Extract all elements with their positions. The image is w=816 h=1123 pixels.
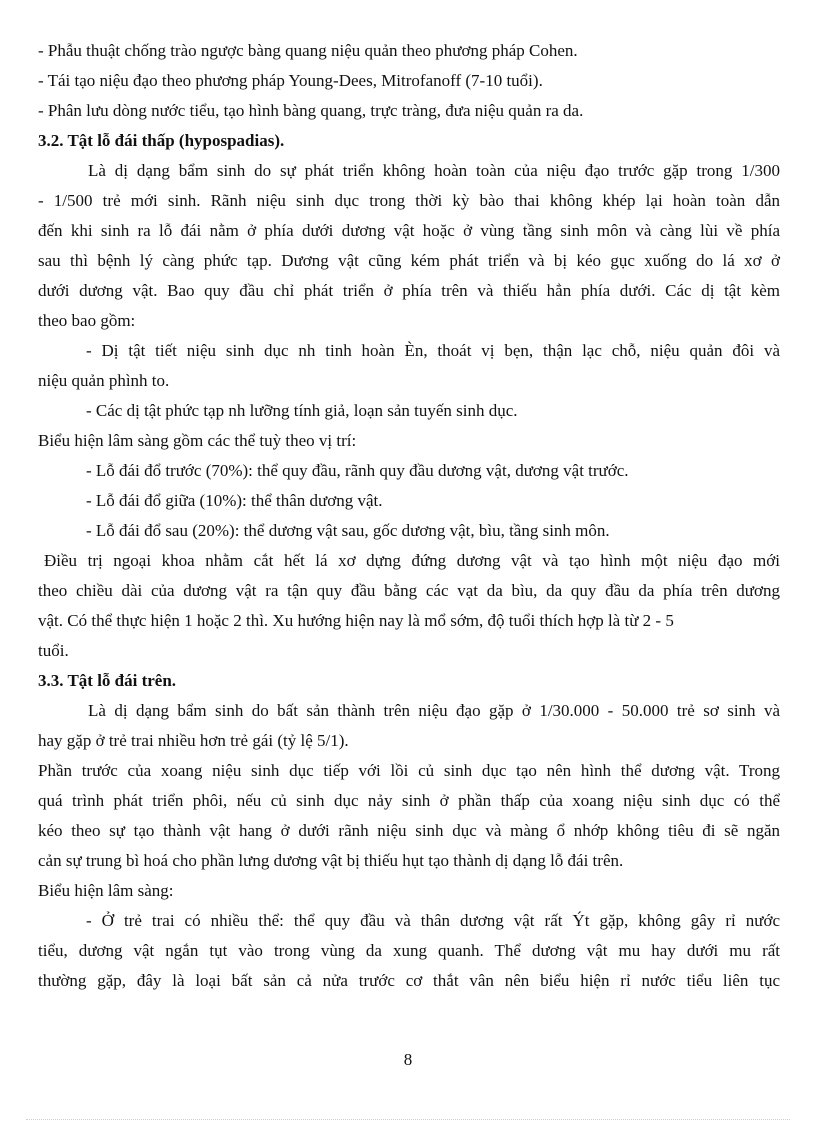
text-line: - Phân lưu dòng nước tiểu, tạo hình bàng quang, trực tràng, đưa niệu quản ra da. — [38, 101, 584, 120]
text-line: Điều trị ngoại khoa nhằm cắt hết lá xơ dựng đứng dương vật và tạo hình một niệu đạo mới — [44, 551, 780, 570]
page-bottom-divider — [26, 1119, 790, 1120]
text-line: - 1/500 trẻ mới sinh. Rãnh niệu sinh dục trong thời kỳ bào thai không khép lại hoàn toàn dẫn — [38, 191, 780, 210]
text-line: Phần trước của xoang niệu sinh dục tiếp với lồi củ sinh dục tạo nên hình thể dương vật. Trong — [38, 761, 780, 780]
text-line: sau thì bệnh lý càng phức tạp. Dương vật cũng kém phát triển và bị kéo gục xuống do lá xơ ở — [38, 251, 780, 270]
text-line: tiểu, dương vật ngắn tụt vào trong vùng da xung quanh. Thể dương vật mu hay dưới mu rất — [38, 941, 780, 960]
text-line: Là dị dạng bẩm sinh do sự phát triển không hoàn toàn của niệu đạo trước gặp trong 1/300 — [88, 161, 780, 180]
text-line: cản sự trung bì hoá cho phần lưng dương vật bị thiếu hụt tạo thành dị dạng lỗ đái trên. — [38, 851, 624, 870]
document-page — [38, 36, 780, 996]
text-line: - Phẫu thuật chống trào ngược bàng quang niệu quản theo phương pháp Cohen. — [38, 41, 578, 60]
text-line: đến khi sinh ra lỗ đái nằm ở phía dưới dương vật hoặc ở vùng tầng sinh môn và càng lùi về phía — [38, 221, 780, 240]
page-number: 8 — [403, 1050, 413, 1069]
text-line: dưới dương vật. Bao quy đầu chỉ phát triển ở phía trên và thiếu hẳn phía dưới. Các dị tật kèm — [38, 281, 780, 300]
text-line: theo chiều dài của dương vật ra tận quy đầu bằng các vạt da bìu, da quy đầu da phía trên dương — [38, 581, 780, 600]
text-line: - Lỗ đái đổ giữa (10%): thể thân dương vật. — [86, 491, 383, 510]
text-line: - Lỗ đái đổ sau (20%): thể dương vật sau, gốc dương vật, bìu, tầng sinh môn. — [86, 521, 610, 540]
text-line: vật. Có thể thực hiện 1 hoặc 2 thì. Xu hướng hiện nay là mổ sớm, độ tuổi thích hợp là từ 2 - 5 — [38, 611, 674, 630]
text-line: kéo theo sự tạo thành vật hang ở dưới rãnh niệu sinh dục và màng ổ nhớp không tiêu đi sẽ ngăn — [38, 821, 780, 840]
text-line: Là dị dạng bẩm sinh do bất sản thành trên niệu đạo gặp ở 1/30.000 - 50.000 trẻ sơ sinh và — [88, 701, 780, 720]
text-line: - Ở trẻ trai có nhiều thể: thể quy đầu và thân dương vật rất Ýt gặp, không gây rỉ nước — [86, 911, 780, 930]
section-heading: 3.2. Tật lỗ đái thấp (hypospadias). — [38, 131, 285, 150]
text-line: niệu quản phình to. — [38, 371, 170, 390]
text-line: - Tái tạo niệu đạo theo phương pháp Young-Dees, Mitrofanoff (7-10 tuổi). — [38, 71, 543, 90]
text-line: tuổi. — [38, 641, 69, 660]
text-line: thường gặp, đây là loại bất sản cả nửa trước cơ thắt vân nên biểu hiện rỉ nước tiểu liên tục — [38, 971, 780, 990]
text-line: hay gặp ở trẻ trai nhiều hơn trẻ gái (tỷ lệ 5/1). — [38, 731, 349, 750]
section-heading: 3.3. Tật lỗ đái trên. — [38, 671, 177, 690]
text-line: - Dị tật tiết niệu sinh dục nh tinh hoàn Èn, thoát vị bẹn, thận lạc chỗ, niệu quản đôi và — [86, 341, 780, 360]
text-line: theo bao gồm: — [38, 311, 136, 330]
text-line: - Lỗ đái đổ trước (70%): thể quy đầu, rãnh quy đầu dương vật, dương vật trước. — [86, 461, 629, 480]
text-line: Biểu hiện lâm sàng: — [38, 881, 174, 900]
text-line: quá trình phát triển phôi, nếu củ sinh dục nảy sinh ở phần thấp của xoang niệu sinh dục có thể — [38, 791, 780, 810]
text-line: - Các dị tật phức tạp nh lưỡng tính giả, loạn sản tuyến sinh dục. — [86, 401, 518, 420]
text-line: Biểu hiện lâm sàng gồm các thể tuỳ theo vị trí: — [38, 431, 357, 450]
